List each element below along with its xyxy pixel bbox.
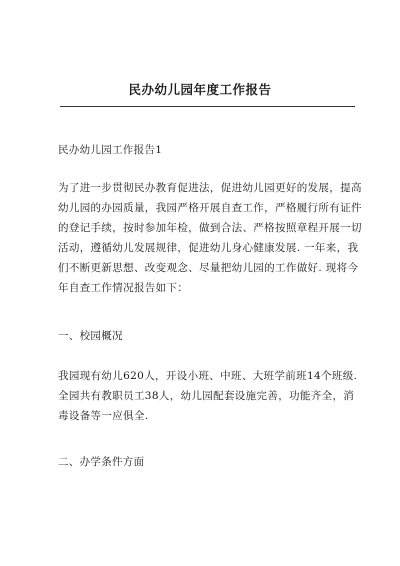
- report-heading: 民办幼儿园工作报告1: [58, 144, 163, 156]
- campus-overview-paragraph: [58, 366, 358, 426]
- section-heading-campus-overview: 一、校园概况: [58, 330, 123, 342]
- paragraph-line: 为了进一步贯彻民办教育促进法，促进幼儿园更好的发展，提高: [58, 182, 362, 194]
- paragraph-line: 年自查工作情况报告如下：: [58, 282, 189, 294]
- intro-paragraph: [58, 178, 362, 298]
- paragraph-line: 毒设备等一应俱全.: [58, 410, 149, 422]
- paragraph-line: 全园共有教职员工38人，幼儿园配套设施完善，功能齐全，消: [58, 390, 355, 402]
- section-heading-school-conditions: 二、办学条件方面: [58, 456, 145, 468]
- paragraph-line: 的登记手续，按时参加年检，做到合法、严格按照章程开展一切: [58, 222, 362, 234]
- paragraph-line: 幼儿园的办园质量，我园严格开展自查工作，严格履行所有证件: [58, 202, 362, 214]
- title-divider: [60, 106, 355, 107]
- paragraph-line: 活动，遵循幼儿发展规律，促进幼儿身心健康发展. 一年来，我: [58, 242, 359, 254]
- paragraph-line: 我园现有幼儿620人，开设小班、中班、大班学前班14个班级.: [58, 370, 358, 382]
- paragraph-line: 们不断更新思想、改变观念、尽量把幼儿园的工作做好. 现将今: [58, 262, 359, 274]
- document-title: 民办幼儿园年度工作报告: [128, 82, 272, 97]
